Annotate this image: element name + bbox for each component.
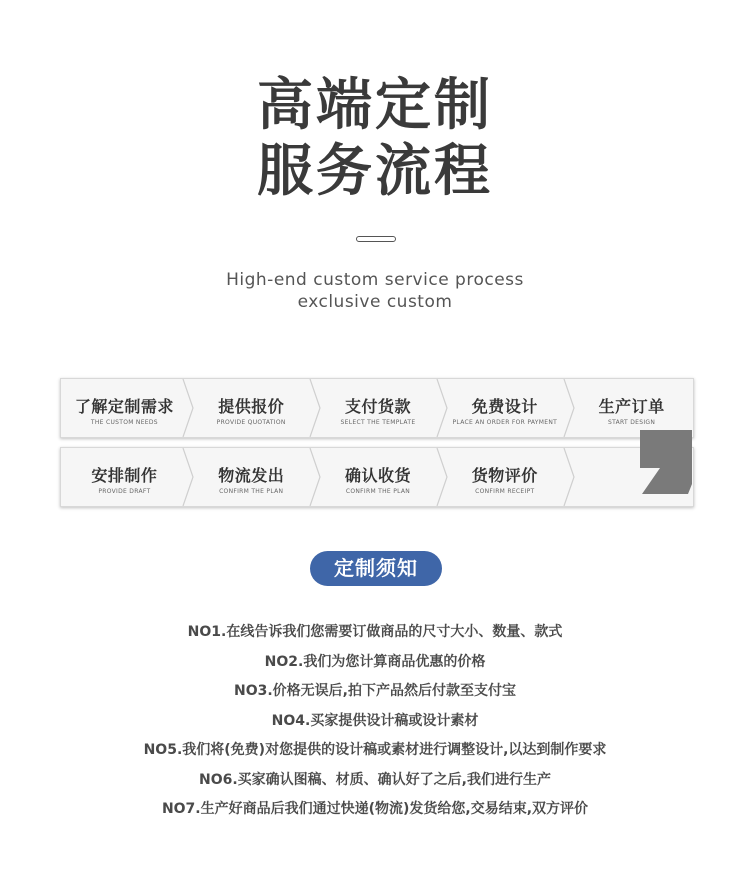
process-step-8	[315, 448, 442, 506]
flow-connector-icon	[636, 428, 694, 494]
page-title-line-1: 高端定制	[257, 73, 493, 138]
notice-item: NO4.买家提供设计稿或设计素材	[271, 712, 479, 729]
notice-list	[0, 618, 750, 825]
process-step-6	[61, 448, 188, 506]
subtitle-line-2: exclusive custom	[297, 292, 453, 312]
process-row-2	[60, 447, 694, 507]
step-subtitle: PROVIDE DRAFT	[98, 488, 151, 495]
step-subtitle: CONFIRM THE PLAN	[345, 488, 411, 495]
step-title: 货物评价	[471, 466, 538, 485]
step-title: 了解定制需求	[74, 397, 174, 416]
chevron-right-icon	[563, 448, 575, 506]
title-divider	[356, 236, 396, 242]
step-title: 免费设计	[471, 397, 538, 416]
notice-item: NO7.生产好商品后我们通过快递(物流)发货给您,交易结束,双方评价	[161, 801, 589, 817]
step-subtitle: CONFIRM RECEIPT	[475, 488, 535, 495]
process-row-1	[60, 378, 694, 438]
notice-item: NO2.我们为您计算商品优惠的价格	[264, 653, 486, 670]
step-title: 物流发出	[218, 466, 285, 485]
notice-badge: 定制须知	[310, 551, 442, 586]
step-subtitle: PLACE AN ORDER FOR PAYMENT	[452, 419, 558, 426]
process-step-9	[441, 448, 568, 506]
process-step-4	[441, 379, 568, 437]
step-title: 确认收货	[344, 466, 411, 485]
process-step-1	[61, 379, 188, 437]
process-step-7	[188, 448, 315, 506]
step-subtitle: START DESIGN	[608, 419, 656, 426]
process-step-2	[188, 379, 315, 437]
notice-item: NO1.在线告诉我们您需要订做商品的尺寸大小、数量、款式	[187, 624, 563, 640]
step-subtitle: PROVIDE QUOTATION	[216, 419, 286, 426]
process-step-3	[315, 379, 442, 437]
step-subtitle: THE CUSTOM NEEDS	[90, 419, 158, 426]
subtitle-line-1: High-end custom service process	[226, 270, 524, 290]
step-subtitle: CONFIRM THE PLAN	[219, 488, 284, 495]
step-title: 提供报价	[218, 397, 285, 416]
step-title: 安排制作	[91, 466, 158, 485]
notice-item: NO5.我们将(免费)对您提供的设计稿或素材进行调整设计,以达到制作要求	[143, 742, 607, 758]
notice-item: NO3.价格无误后,拍下产品然后付款至支付宝	[234, 683, 516, 699]
page-title-line-2: 服务流程	[257, 139, 493, 204]
step-title: 生产订单	[598, 397, 665, 416]
notice-item: NO6.买家确认图稿、材质、确认好了之后,我们进行生产	[199, 771, 551, 788]
step-subtitle: SELECT THE TEMPLATE	[340, 419, 416, 426]
step-title: 支付货款	[344, 397, 411, 416]
